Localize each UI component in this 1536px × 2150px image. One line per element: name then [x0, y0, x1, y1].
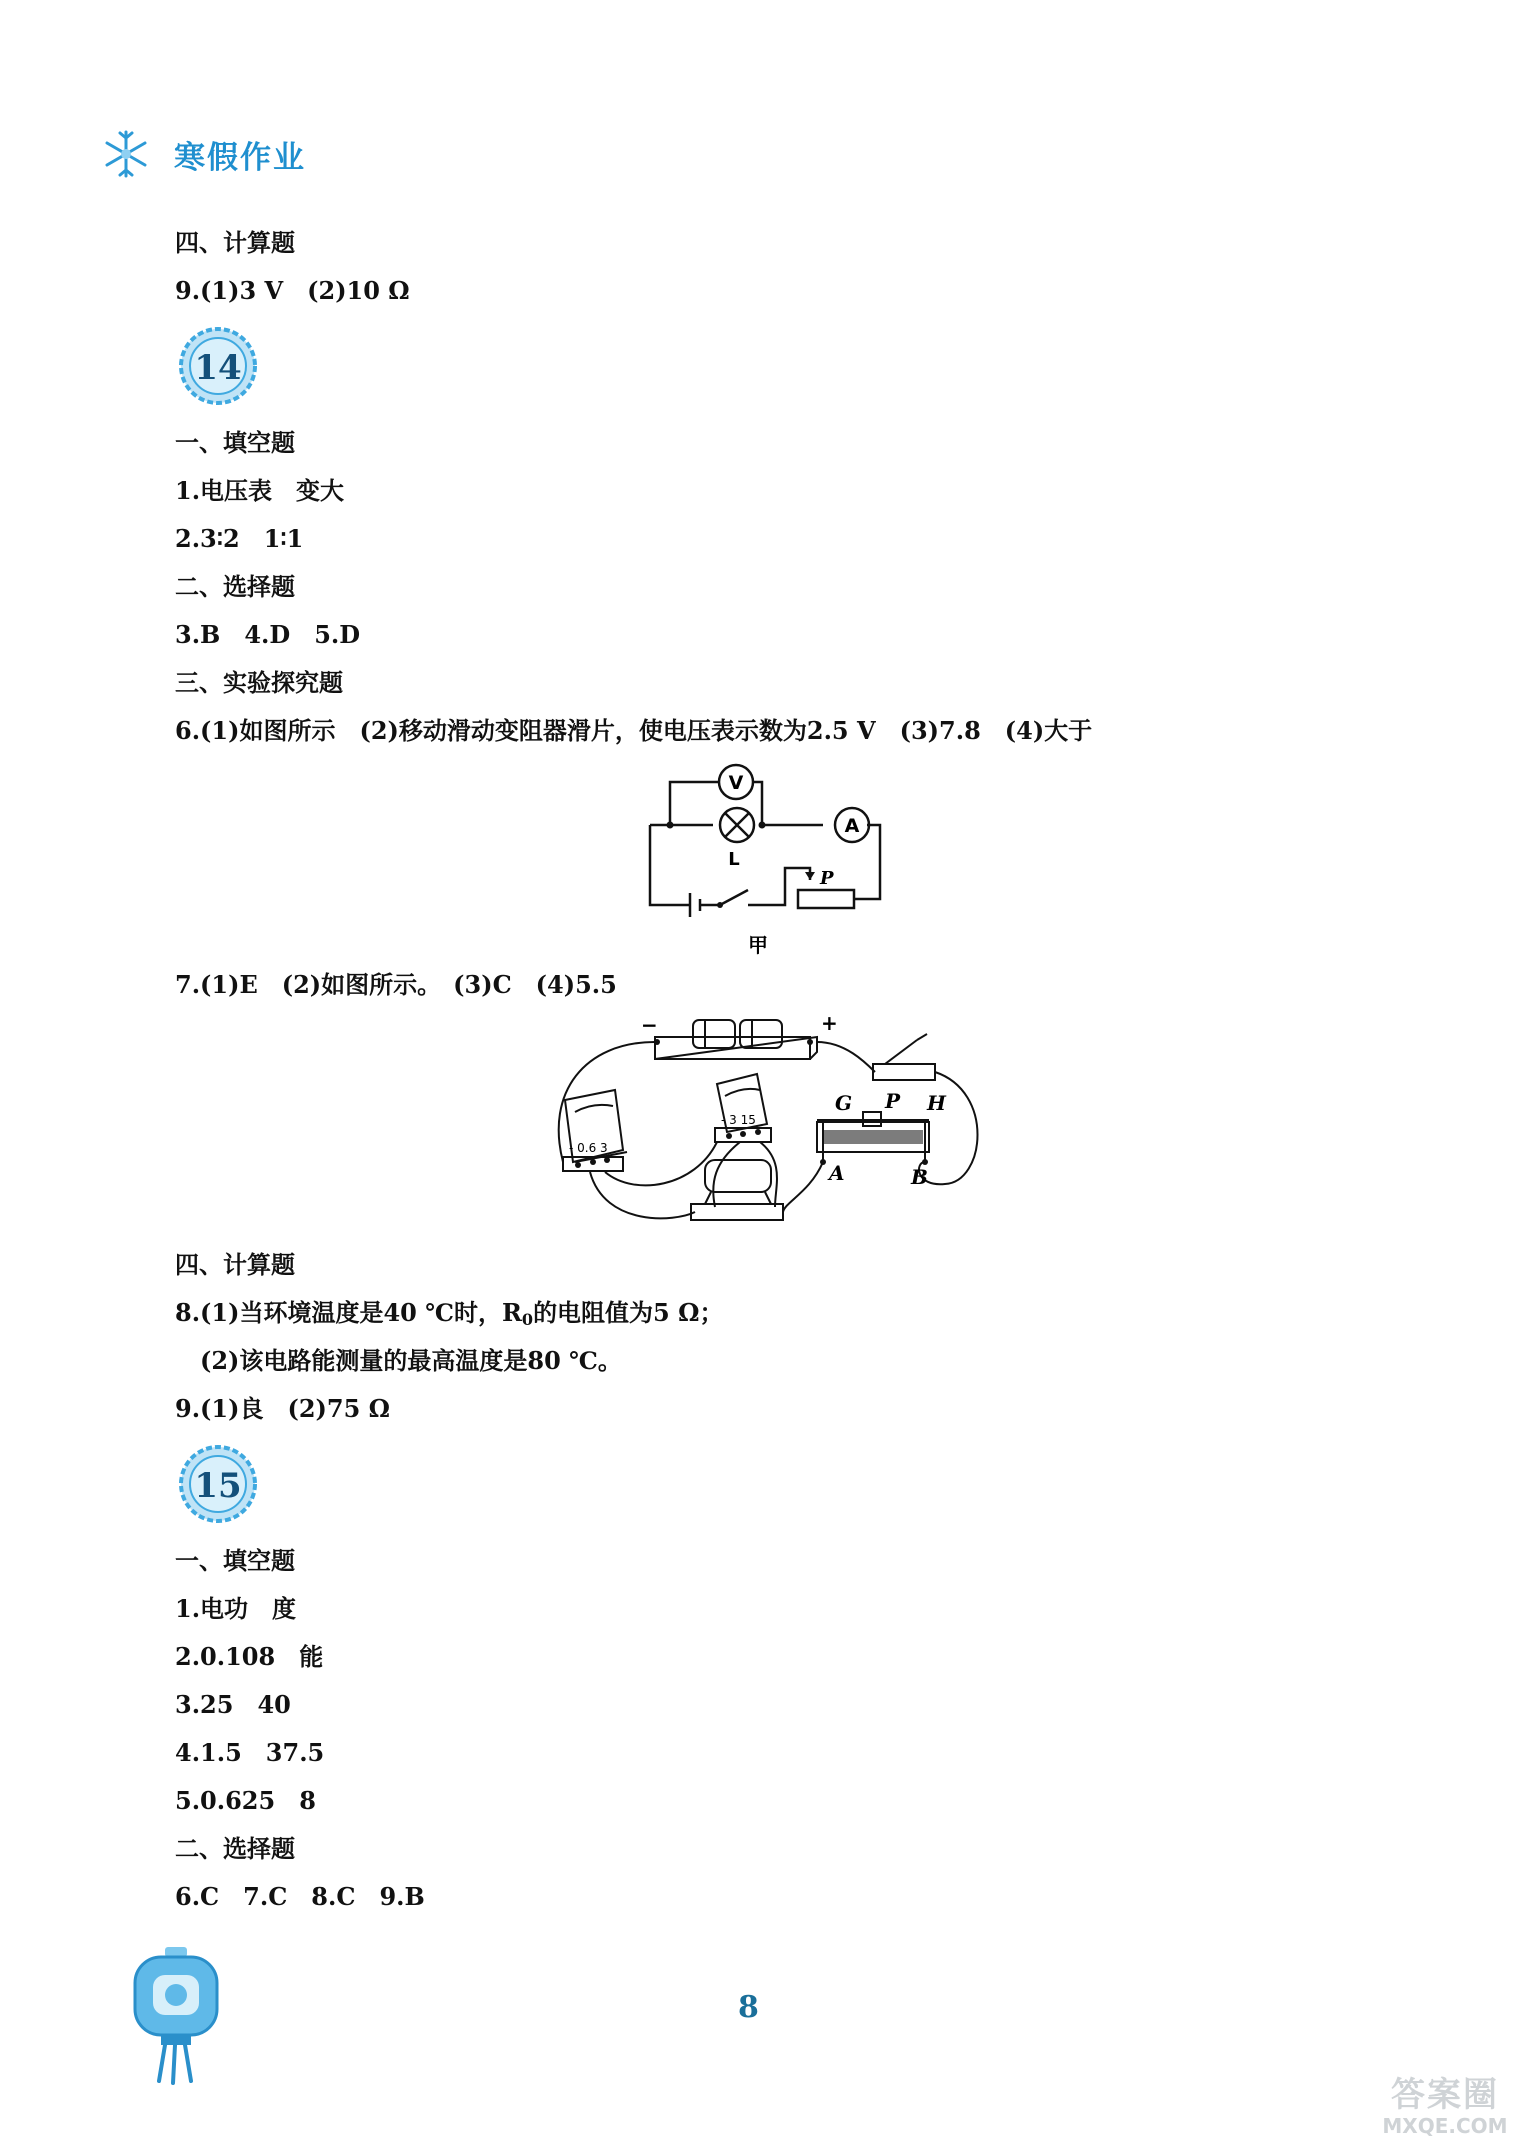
answer-line: 9.(1)3 V (2)10 Ω	[175, 276, 410, 305]
terminal-h-label: H	[927, 1091, 946, 1115]
terminal-g-label: G	[835, 1091, 853, 1115]
watermark-title: 答案圈	[1391, 2075, 1499, 2115]
answer-text: 8.(1)当环境温度是40 ℃时，R	[175, 1298, 522, 1327]
watermark	[1360, 2075, 1530, 2145]
section-heading: 一、填空题	[175, 1546, 295, 1575]
section-14-badge	[178, 326, 258, 406]
lantern-icon	[125, 1945, 230, 2085]
section-heading: 三、实验探究题	[175, 668, 343, 697]
section-15-badge	[178, 1444, 258, 1524]
answer-line: 9.(1)良 (2)75 Ω	[175, 1394, 390, 1423]
ammeter-label: A	[844, 815, 860, 837]
answer-line: 7.(1)E (2)如图所示。 (3)C (4)5.5	[175, 970, 617, 999]
answer-line: 3.B 4.D 5.D	[175, 620, 361, 649]
section-15-number: 15	[194, 1466, 242, 1506]
subscript: 0	[521, 1310, 534, 1329]
plus-terminal-label: +	[821, 1012, 838, 1035]
section-heading: 四、计算题	[175, 228, 295, 257]
minus-terminal-label: −	[641, 1013, 658, 1037]
answer-line: 2.0.108 能	[175, 1642, 324, 1671]
answer-line: 1.电压表 变大	[175, 476, 345, 505]
answer-line: 6.(1)如图所示 (2)移动滑动变阻器滑片，使电压表示数为2.5 V (3)7.8 (4)大于	[175, 716, 1093, 745]
slider-label: P	[820, 868, 834, 889]
page-number: 8	[738, 1990, 759, 2025]
answer-line: 1.电功 度	[175, 1594, 297, 1623]
circuit-diagram	[630, 760, 890, 960]
page-header	[100, 128, 306, 180]
answer-line: 3.25 40	[175, 1690, 291, 1719]
voltmeter-scale-label: - 3 15	[721, 1113, 756, 1127]
header-title: 寒假作业	[174, 139, 306, 176]
apparatus-wiring-figure	[545, 1012, 995, 1234]
section-heading: 四、计算题	[175, 1250, 295, 1279]
section-heading: 一、填空题	[175, 428, 295, 457]
answer-line: 5.0.625 8	[175, 1786, 316, 1815]
answer-line: 6.C 7.C 8.C 9.B	[175, 1882, 425, 1911]
answer-line	[175, 1298, 723, 1335]
section-heading: 二、选择题	[175, 1834, 295, 1863]
slider-p-label: P	[885, 1089, 901, 1113]
watermark-url: MXQE.COM	[1382, 2114, 1508, 2138]
answer-text: 的电阻值为5 Ω；	[533, 1298, 724, 1327]
answer-line: (2)该电路能测量的最高温度是80 ℃。	[200, 1346, 622, 1375]
section-heading: 二、选择题	[175, 572, 295, 601]
voltmeter-label: V	[728, 772, 744, 794]
snowflake-icon	[100, 128, 152, 180]
answer-line: 4.1.5 37.5	[175, 1738, 325, 1767]
terminal-b-label: B	[911, 1165, 928, 1189]
ammeter-scale-label: - 0.6 3	[569, 1141, 608, 1155]
answer-line: 2.3∶2 1∶1	[175, 524, 304, 553]
section-14-number: 14	[194, 348, 242, 388]
lamp-label: L	[728, 849, 740, 870]
terminal-a-label: A	[829, 1161, 845, 1185]
figure-caption: 甲	[748, 933, 768, 957]
